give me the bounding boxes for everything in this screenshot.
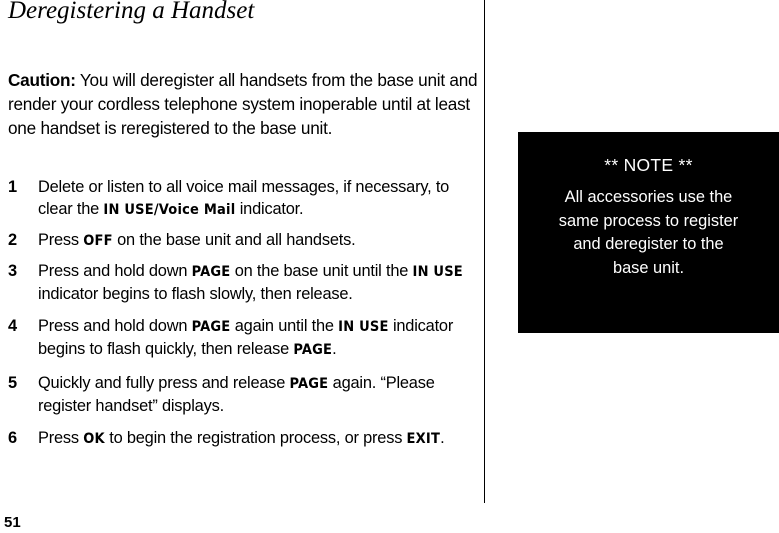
step-number: 2: [8, 231, 17, 249]
step-number: 4: [8, 317, 17, 335]
step-text: Press and hold down: [38, 317, 192, 335]
list-item-step-5: [8, 372, 478, 417]
key-label: IN USE: [412, 264, 463, 280]
step-number: 1: [8, 178, 17, 196]
step-text: .: [440, 429, 445, 447]
caution-text: You will deregister all handsets from the base unit and render your cordless telephone system inoperable until at least one handset is reregistered to the base unit.: [8, 70, 478, 138]
caution-label: Caution:: [8, 70, 76, 90]
step-text: on the base unit and all handsets.: [112, 231, 356, 249]
note-heading: ** NOTE **: [604, 155, 693, 175]
step-text: Delete or listen to all voice mail messages, if necessary, to clear the: [38, 178, 450, 218]
key-label: PAGE: [293, 342, 333, 358]
step-text: Quickly and fully press and release: [38, 374, 290, 392]
step-text: indicator.: [235, 200, 304, 218]
step-text: again. “Please register handset” displays.: [38, 374, 435, 415]
note-body: [536, 186, 761, 280]
step-text: Press: [38, 231, 84, 249]
key-label: PAGE: [191, 264, 231, 280]
list-item-step-6: [8, 427, 478, 450]
key-label: OK: [83, 431, 105, 447]
note-box: [518, 132, 779, 333]
page-title: Deregistering a Handset: [8, 0, 255, 24]
note-line: All accessories use the: [564, 188, 733, 206]
step-text: on the base unit until the: [230, 262, 413, 280]
step-text: Press: [38, 429, 84, 447]
list-item-step-1: [8, 176, 478, 221]
key-label: IN USE/Voice Mail: [103, 202, 236, 218]
steps-list: [8, 176, 478, 450]
step-number: 3: [8, 262, 17, 280]
step-text: .: [332, 340, 337, 358]
key-label: IN USE: [338, 319, 389, 335]
caution-paragraph: [8, 68, 482, 140]
list-item-step-4: [8, 315, 478, 361]
column-divider: [484, 0, 485, 503]
step-number: 5: [8, 374, 17, 392]
step-text: again until the: [230, 317, 339, 335]
page-number: 51: [4, 514, 21, 531]
step-text: indicator begins to flash quickly, then release: [38, 317, 454, 358]
step-text: to begin the registration process, or press: [104, 429, 407, 447]
list-item-step-3: [8, 260, 478, 305]
step-text: Press and hold down: [38, 262, 192, 280]
key-label: PAGE: [191, 319, 231, 335]
key-label: EXIT: [406, 431, 441, 447]
note-line: base unit.: [612, 258, 685, 277]
key-label: PAGE: [289, 376, 329, 392]
note-line: and deregister to the: [573, 235, 724, 253]
note-line: same process to register: [558, 211, 739, 230]
step-text: indicator begins to flash slowly, then release.: [38, 285, 353, 303]
step-number: 6: [8, 429, 17, 447]
list-item-step-2: [8, 229, 478, 252]
key-label: OFF: [83, 233, 113, 249]
